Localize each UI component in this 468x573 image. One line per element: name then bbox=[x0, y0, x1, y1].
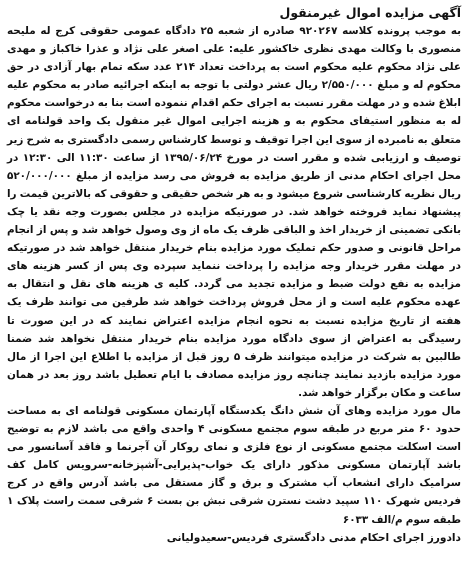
notice-signature: دادورز اجرای احکام مدنی دادگستری فردیس-سعیدولیانی bbox=[166, 531, 461, 544]
notice-paragraph-property: مال مورد مزایده وهای آن شش دانگ یکدستگاه آپارتمان مسکونی قولنامه ای به مساحت حدود ۶۰ متر مربع در طبقه سوم مجتمع مسکونی ۴ واحدی واقع می باشد لازم به توضیح است اسکلت مجتمع مسکونی از نوع فلزی و نمای روکار آن آجرنما و فاقد آسانسور می باشد آپارتمان مسکونی مذکور دارای یک خواب-پذیرایی-آشپزخانه-سرویس کامل کف سرامیک دارای انشعاب آب مشترک و برق و گاز مستقل می باشد آدرس واقع در کرج فردیس شهرک ۱۱۰ سپید دشت نسترن شرقی نبش بن بست ۶ شرقی سمت راست پلاک ۱ طبقه سوم م/الف ۶۰۳۳ bbox=[7, 404, 462, 526]
notice-title: آگهی مزایده اموال غیرمنقول bbox=[279, 5, 461, 20]
notice-paragraph-main: به موجب پرونده کلاسه ۹۲۰۲۶۷ صادره از شعبه ۲۵ دادگاه عمومی حقوقی کرج له ملیحه منصوری با وکالت مهدی نظری خاکشور علیه: علی اصغر علی نژاد و عذرا خاکباز و مهدی علی نژاد محکوم علیه محکوم است به پرداخت تعداد ۲۱۴ عدد سکه تمام بهار آزادی در حق محکوم له و مبلغ ۲/۵۵۰/۰۰۰ ریال عشر دولتی با توجه به اینکه اجرائیه صادر به محکوم علیه ابلاغ شده و در مهلت مقرر نسبت به اجرای حکم اقدام ننموده است بنا به درخواست محکوم له به منظور استیفای محکوم به و هزینه اجرایی اموال غیر منقول یک واحد قولنامه ای متعلق به نامبرده از سوی این اجرا توقیف و توسط کارشناس رسمی دادگستری به شرح زیر توصیف و ارزیابی شده و مقرر است در مورخ ۱۳۹۵/۰۶/۲۴ از ساعت ۱۱:۳۰ الی ۱۲:۳۰ در محل اجرای احکام مدنی از طریق مزایده به فروش می رسد مزایده از مبلغ ۵۲۰/۰۰۰/۰۰۰ ریال نظریه کارشناسی شروع میشود و به هر شخص حقیقی و حقوقی که بالاترین قیمت را پیشنهاد نماید فروخته خواهد شد. در صورتیکه مزایده در مجلس بصورت وجه نقد یا چک بانکی تضمینی از خریدار اخذ و الباقی ظرف یک ماه از وی وصول خواهد شد و پس از انجام مراحل قانونی و صدور حکم تملیک مورد مزایده بنام خریدار منتقل خواهد شد در صورتیکه در مهلت مقرر خریدار وجه مزایده را پرداخت ننماید سپرده وی پس از کسر هزینه های مزایده به نفع دولت ضبط و مزایده تجدید می گردد. کلیه ی هزینه های نقل و انتقال به عهده محکوم علیه است و از محل فروش پرداخت خواهد شد طرفین می توانند ظرف یک هفته از تاریخ مزایده نسبت به نحوه انجام مزایده اعتراض نمایند که در این صورت تا رسیدگی به اعتراض از سوی دادگاه مورد مزایده بنام خریدار منتقل نخواهد شد ضمنا طالبین به شرکت در مزایده میتوانند ظرف ۵ روز قبل از مزایده با اطلاع این اجرا از مال مورد مزایده بازدید نمایند چنانچه روز مزایده مصادف با ایام تعطیل باشد روز بعد در همان ساعت و مکان برگزار خواهد شد. bbox=[7, 25, 462, 399]
auction-notice bbox=[3, 4, 465, 568]
